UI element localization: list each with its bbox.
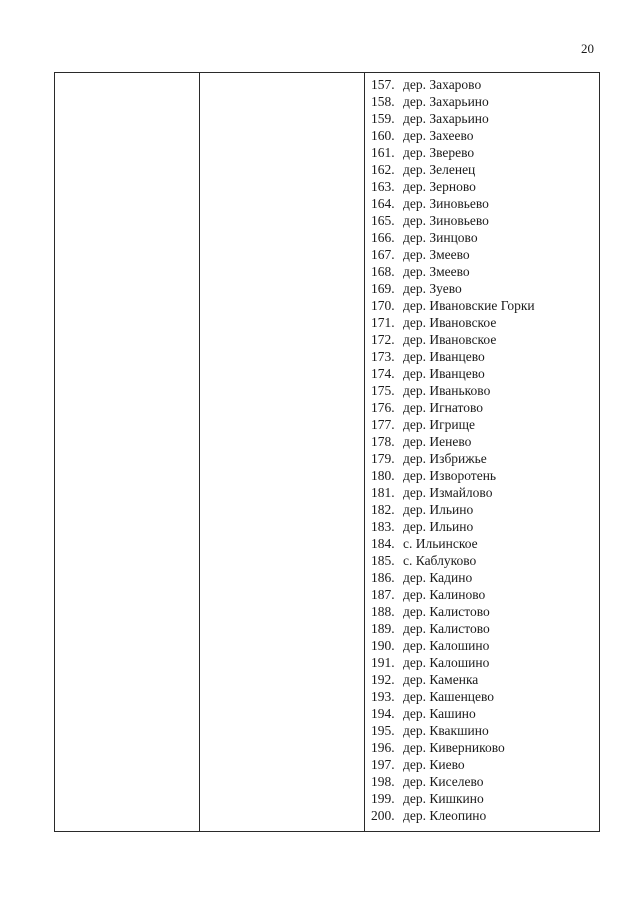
settlements-table	[54, 72, 600, 832]
list-item-number: 180.	[371, 468, 395, 483]
list-item-number: 198.	[371, 774, 395, 789]
list-item-name: дер. Иенево	[403, 434, 472, 449]
list-item	[371, 467, 599, 484]
list-item-number: 175.	[371, 383, 395, 398]
list-item-name: дер. Кишкино	[403, 791, 484, 806]
list-item-number: 195.	[371, 723, 395, 738]
list-item	[371, 348, 599, 365]
list-item	[371, 586, 599, 603]
list-item-number: 185.	[371, 553, 395, 568]
list-item-name: дер. Квакшино	[403, 723, 489, 738]
list-item-number: 188.	[371, 604, 395, 619]
list-item-number: 200.	[371, 808, 395, 823]
list-item	[371, 620, 599, 637]
list-item	[371, 416, 599, 433]
list-item-name: дер. Захеево	[403, 128, 474, 143]
list-item	[371, 195, 599, 212]
list-item-name: дер. Зинцово	[403, 230, 478, 245]
table-column-2	[200, 73, 365, 831]
list-item	[371, 110, 599, 127]
list-item	[371, 178, 599, 195]
list-item-number: 170.	[371, 298, 395, 313]
list-item-number: 164.	[371, 196, 395, 211]
list-item	[371, 688, 599, 705]
list-item-number: 190.	[371, 638, 395, 653]
list-item-name: дер. Зиновьево	[403, 196, 489, 211]
list-item-number: 192.	[371, 672, 395, 687]
table-column-3	[365, 73, 599, 831]
list-item-name: дер. Ивановские Горки	[403, 298, 535, 313]
list-item	[371, 569, 599, 586]
list-item-name: дер. Киверниково	[403, 740, 505, 755]
settlement-list	[371, 76, 599, 824]
list-item-number: 172.	[371, 332, 395, 347]
list-item-number: 171.	[371, 315, 395, 330]
list-item	[371, 654, 599, 671]
list-item-name: дер. Киселево	[403, 774, 484, 789]
list-item	[371, 280, 599, 297]
list-item-number: 196.	[371, 740, 395, 755]
list-item	[371, 484, 599, 501]
list-item-name: дер. Игрище	[403, 417, 476, 432]
list-item-name: дер. Кашино	[403, 706, 476, 721]
list-item-number: 182.	[371, 502, 395, 517]
list-item	[371, 535, 599, 552]
list-item-name: дер. Захарово	[403, 77, 482, 92]
list-item-number: 181.	[371, 485, 395, 500]
list-item	[371, 246, 599, 263]
list-item-number: 184.	[371, 536, 395, 551]
list-item	[371, 365, 599, 382]
list-item-number: 158.	[371, 94, 395, 109]
list-item-number: 157.	[371, 77, 395, 92]
list-item-name: дер. Ильино	[403, 502, 474, 517]
list-item-name: дер. Захарьино	[403, 111, 489, 126]
list-item	[371, 331, 599, 348]
list-item-name: дер. Калошино	[403, 638, 490, 653]
list-item-name: дер. Зиновьево	[403, 213, 489, 228]
list-item-number: 165.	[371, 213, 395, 228]
list-item	[371, 739, 599, 756]
list-item	[371, 450, 599, 467]
list-item-name: дер. Ильино	[403, 519, 474, 534]
list-item	[371, 501, 599, 518]
list-item-number: 162.	[371, 162, 395, 177]
list-item-name: дер. Змеево	[403, 247, 470, 262]
list-item-name: дер. Изворотень	[403, 468, 497, 483]
list-item-name: дер. Зеленец	[403, 162, 476, 177]
list-item-name: с. Ильинское	[403, 536, 478, 551]
list-item-number: 199.	[371, 791, 395, 806]
list-item-name: дер. Каменка	[403, 672, 479, 687]
list-item-name: дер. Зверево	[403, 145, 475, 160]
list-item-name: дер. Калистово	[403, 621, 490, 636]
list-item-number: 167.	[371, 247, 395, 262]
list-item-number: 193.	[371, 689, 395, 704]
list-item-name: дер. Змеево	[403, 264, 470, 279]
list-item-number: 183.	[371, 519, 395, 534]
list-item-number: 177.	[371, 417, 395, 432]
list-item	[371, 144, 599, 161]
list-item	[371, 399, 599, 416]
list-item	[371, 161, 599, 178]
table-column-1	[55, 73, 200, 831]
list-item	[371, 807, 599, 824]
list-item-number: 194.	[371, 706, 395, 721]
list-item	[371, 314, 599, 331]
list-item-name: дер. Измайлово	[403, 485, 493, 500]
list-item-number: 161.	[371, 145, 395, 160]
list-item	[371, 705, 599, 722]
list-item-number: 178.	[371, 434, 395, 449]
list-item-number: 179.	[371, 451, 395, 466]
list-item	[371, 790, 599, 807]
list-item-name: дер. Калошино	[403, 655, 490, 670]
list-item-name: дер. Избрижье	[403, 451, 487, 466]
list-item-name: дер. Иваньково	[403, 383, 491, 398]
list-item-number: 163.	[371, 179, 395, 194]
list-item-number: 174.	[371, 366, 395, 381]
list-item	[371, 127, 599, 144]
list-item	[371, 263, 599, 280]
list-item-name: дер. Зерново	[403, 179, 476, 194]
list-item-name: дер. Иванцево	[403, 349, 485, 364]
list-item-number: 176.	[371, 400, 395, 415]
list-item-number: 186.	[371, 570, 395, 585]
list-item-number: 187.	[371, 587, 395, 602]
list-item-name: дер. Кадино	[403, 570, 473, 585]
list-item-name: дер. Зуево	[403, 281, 462, 296]
list-item	[371, 552, 599, 569]
list-item-number: 160.	[371, 128, 395, 143]
list-item-name: дер. Ивановское	[403, 332, 497, 347]
list-item-name: дер. Кашенцево	[403, 689, 495, 704]
list-item	[371, 671, 599, 688]
list-item-name: дер. Калистово	[403, 604, 490, 619]
list-item-number: 159.	[371, 111, 395, 126]
list-item	[371, 518, 599, 535]
list-item-number: 197.	[371, 757, 395, 772]
list-item-name: дер. Игнатово	[403, 400, 484, 415]
list-item	[371, 773, 599, 790]
list-item	[371, 76, 599, 93]
list-item	[371, 433, 599, 450]
list-item-number: 166.	[371, 230, 395, 245]
list-item	[371, 722, 599, 739]
list-item-number: 189.	[371, 621, 395, 636]
list-item	[371, 603, 599, 620]
list-item-name: дер. Захарьино	[403, 94, 489, 109]
list-item-name: дер. Киево	[403, 757, 465, 772]
list-item-name: дер. Ивановское	[403, 315, 497, 330]
list-item-name: дер. Калиново	[403, 587, 486, 602]
list-item-number: 168.	[371, 264, 395, 279]
list-item-name: дер. Клеопино	[403, 808, 487, 823]
list-item-name: с. Каблуково	[403, 553, 477, 568]
list-item	[371, 93, 599, 110]
list-item	[371, 756, 599, 773]
list-item	[371, 229, 599, 246]
list-item-number: 191.	[371, 655, 395, 670]
list-item	[371, 212, 599, 229]
list-item	[371, 382, 599, 399]
list-item-name: дер. Иванцево	[403, 366, 485, 381]
list-item	[371, 297, 599, 314]
list-item	[371, 637, 599, 654]
list-item-number: 169.	[371, 281, 395, 296]
list-item-number: 173.	[371, 349, 395, 364]
page-number: 20	[581, 41, 594, 56]
